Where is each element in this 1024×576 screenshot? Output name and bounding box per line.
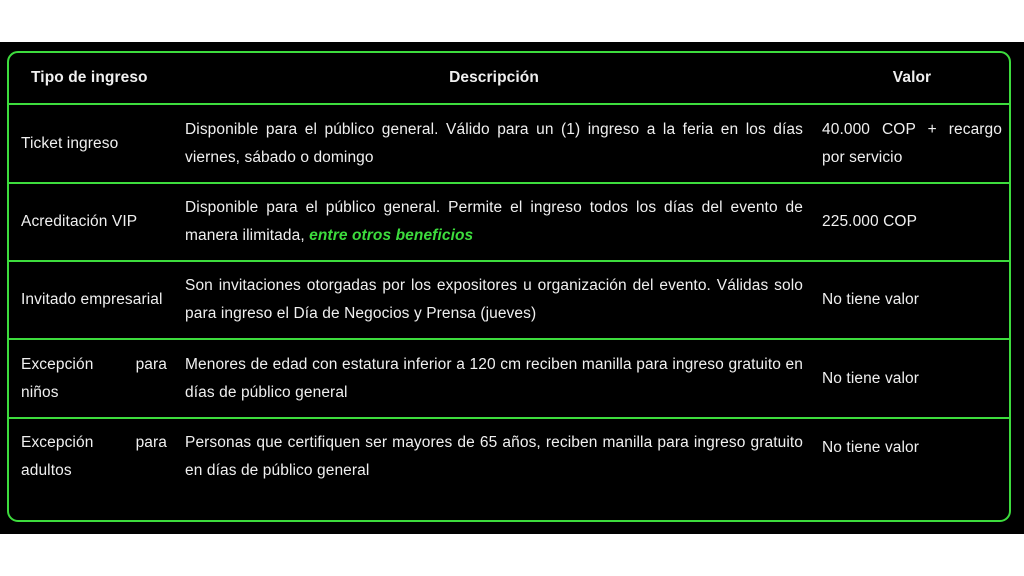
row-type: Ticket ingreso (21, 134, 119, 152)
row-value: No tiene valor (822, 369, 920, 387)
row-description (185, 184, 803, 260)
row-description: Menores de edad con estatura inferior a 120 cm reciben manilla para ingreso gratuito en días de público general (185, 355, 803, 401)
row-value: 225.000 COP (822, 213, 918, 230)
admission-table (7, 51, 1011, 522)
row-description: Son invitaciones otorgadas por los expositores u organización del evento. Válidas solo para ingreso el Día de Negocios y Prensa (jueves) (185, 277, 803, 322)
row-description: Personas que certifiquen ser mayores de 65 años, reciben manilla para ingreso gratuito en días de público general (185, 434, 803, 479)
row-type: Acreditación VIP (21, 213, 138, 230)
benefits-link[interactable]: entre otros beneficios (309, 227, 474, 244)
row-value: 40.000 COP + recargo por servicio (822, 120, 1002, 166)
table-row (9, 105, 1009, 184)
table-row (9, 184, 1009, 262)
table-header (9, 53, 1009, 105)
row-value: No tiene valor (822, 439, 920, 456)
header-value: Valor (892, 69, 932, 86)
row-type: Invitado empresarial (21, 291, 163, 308)
header-type: Tipo de ingreso (31, 69, 148, 86)
table-row (9, 262, 1009, 340)
header-description: Descripción (449, 69, 539, 86)
row-value: No tiene valor (822, 291, 920, 308)
table-row (9, 340, 1009, 419)
row-description-text: Disponible para el público general. Permite el ingreso todos los días del evento de manera ilimitada, (185, 199, 803, 244)
table-frame (0, 42, 1024, 534)
table-row (9, 419, 1009, 520)
row-description: Disponible para el público general. Válido para un (1) ingreso a la feria en los días viernes, sábado o domingo (185, 120, 803, 166)
row-type: Excepción para niños (21, 355, 167, 401)
row-type: Excepción para adultos (21, 434, 167, 479)
